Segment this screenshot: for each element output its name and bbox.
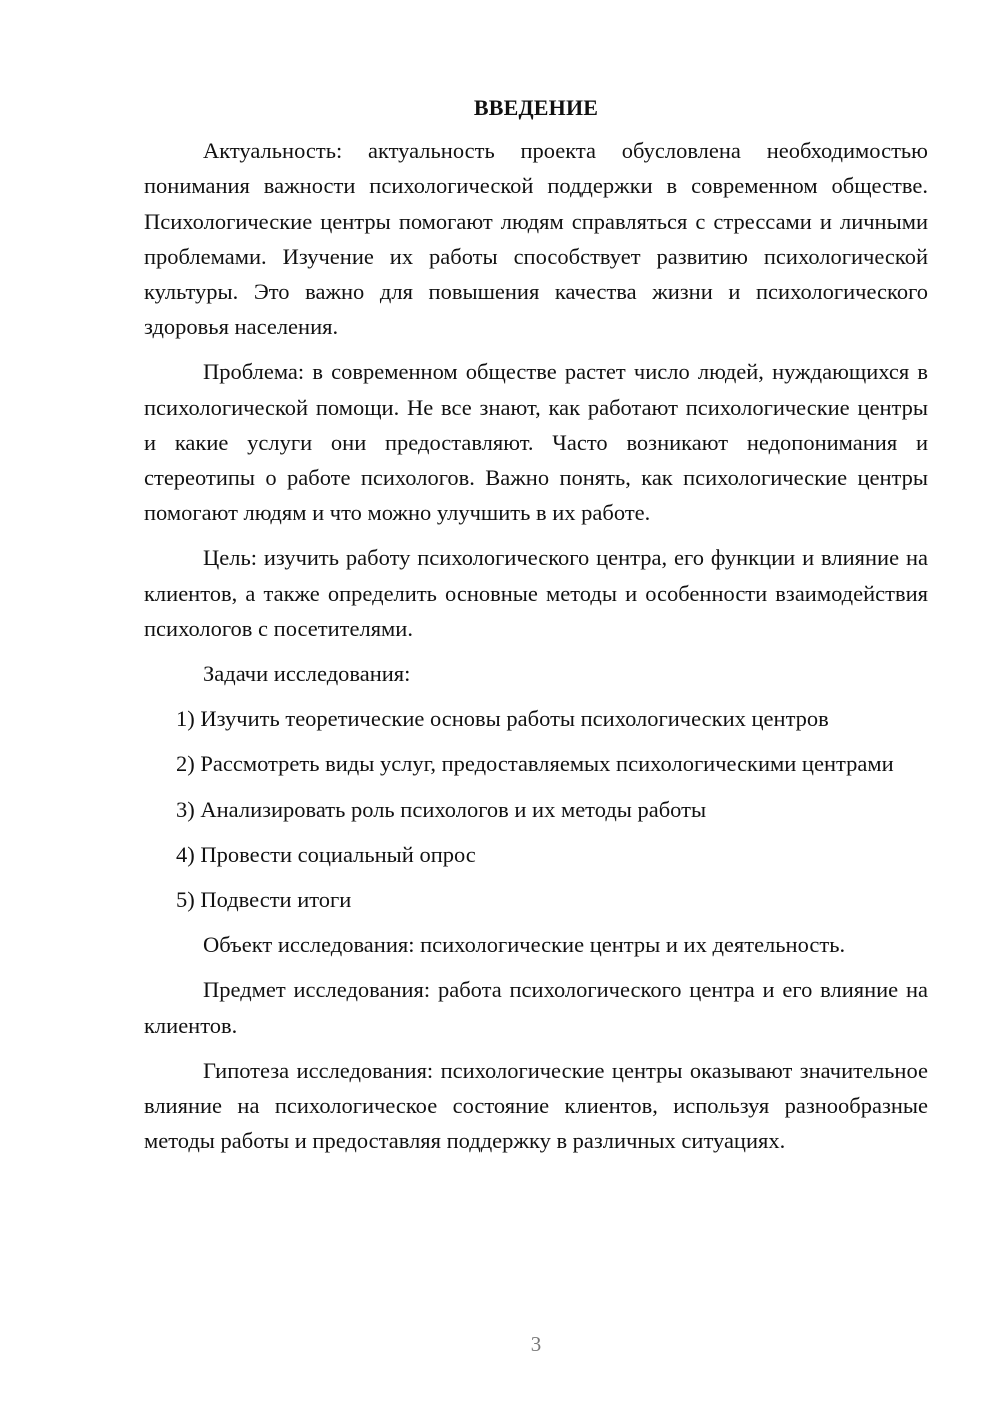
goal-paragraph: Цель: изучить работу психологического центра, его функции и влияние на клиентов, а также определить основные методы и особенности взаимодействия психологов с посетителями. (144, 545, 928, 641)
task-item-1: 1) Изучить теоретические основы работы психологических центров (176, 706, 829, 732)
hypothesis-paragraph: Гипотеза исследования: психологические центры оказывают значительное влияние на психологическое состояние клиентов, используя разнообразные методы работы и предоставляя поддержку в различных ситуациях. (144, 1057, 928, 1154)
page-number: 3 (530, 1332, 542, 1356)
object-paragraph: Объект исследования: психологические центры и их деятельность. (203, 932, 846, 958)
task-item-3: 3) Анализировать роль психологов и их методы работы (176, 796, 707, 822)
relevance-paragraph: Актуальность: актуальность проекта обусловлена необходимостью понимания важности психологической поддержки в современном обществе. Психологические центры помогают людям справляться с стрессами и личными проблемами. Изучение их работы способствует развитию психологической культуры. Это важно для повышения качества жизни и психологического здоровья населения. (144, 138, 928, 340)
subject-paragraph: Предмет исследования: работа психологического центра и его влияние на клиентов. (144, 977, 928, 1038)
problem-paragraph: Проблема: в современном обществе растет число людей, нуждающихся в психологической помощи. Не все знают, как работают психологические центры и какие услуги они предоставляют. Часто возникают недопонимания и стереотипы о работе психологов. Важно понять, как психологические центры помогают людям и что можно улучшить в их работе. (144, 359, 928, 526)
task-item-5: 5) Подвести итоги (176, 887, 352, 913)
task-item-2: 2) Рассмотреть виды услуг, предоставляемых психологическими центрами (176, 751, 894, 777)
task-item-4: 4) Провести социальный опрос (176, 841, 476, 867)
document-page (144, 90, 928, 1168)
tasks-heading: Задачи исследования: (203, 661, 411, 687)
section-title: ВВЕДЕНИЕ (473, 95, 599, 120)
